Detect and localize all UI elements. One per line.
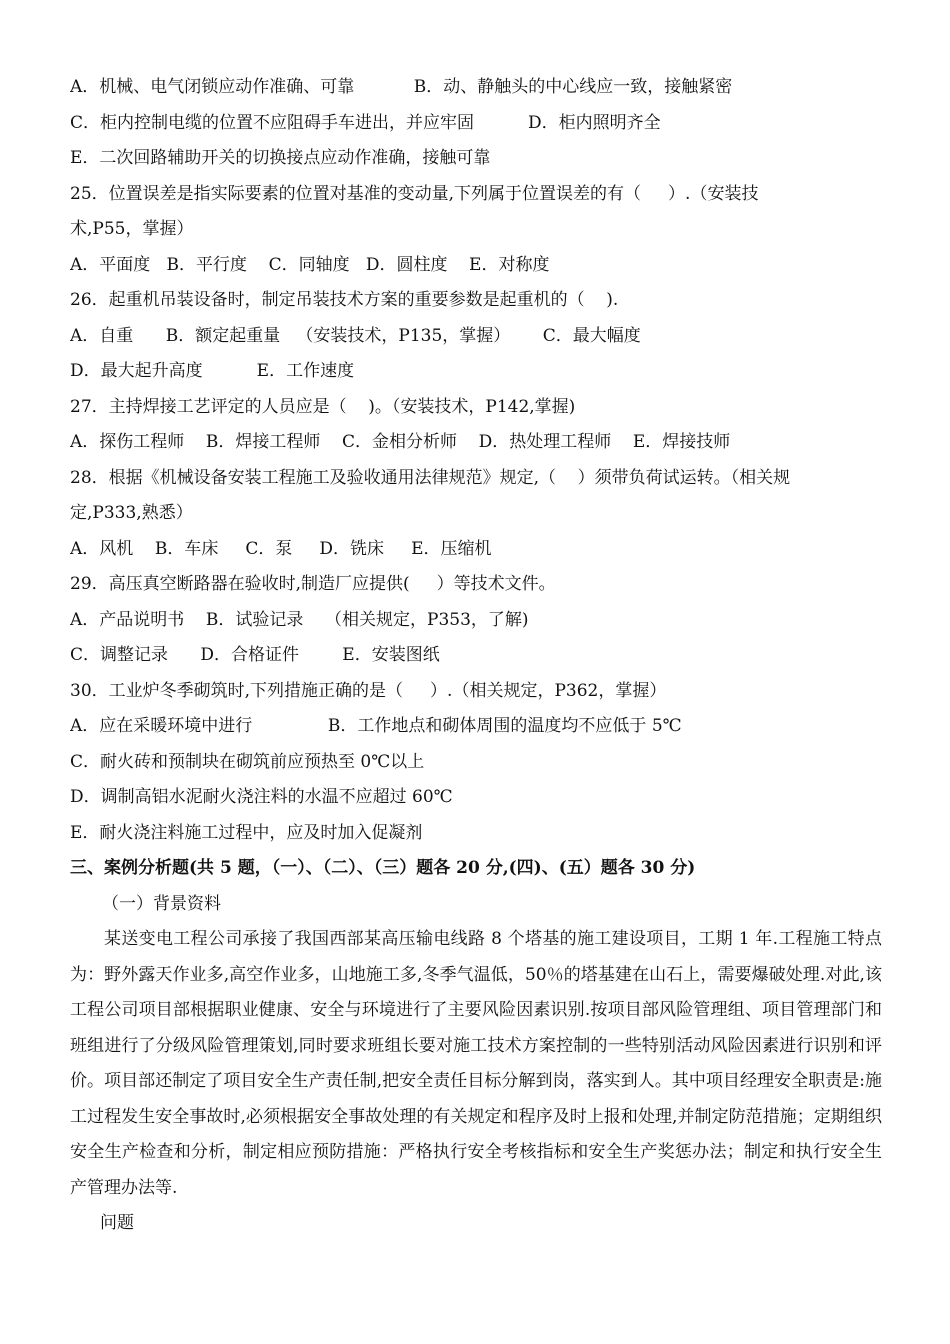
option-line-24-e: E．二次回路辅助开关的切换接点应动作准确，接触可靠 <box>70 148 491 168</box>
question-29-stem: 29．高压真空断路器在验收时,制造厂应提供( ）等技术文件。 <box>70 574 556 594</box>
question-29-options-ab: A．产品说明书 B．试验记录 （相关规定，P353，了解) <box>70 609 529 630</box>
question-label: 问题 <box>100 1213 134 1233</box>
question-28-stem-cont: 定,P333,熟悉） <box>70 503 193 523</box>
question-30-option-e: E．耐火浇注料施工过程中，应及时加入促凝剂 <box>70 822 423 843</box>
question-26-options-abc: A．自重 B．额定起重量 （安装技术，P135，掌握） C．最大幅度 <box>70 325 641 346</box>
document-page <box>70 70 882 1242</box>
question-25-stem: 25．位置误差是指实际要素的位置对基准的变动量,下列属于位置误差的有（ ）.（安装技 <box>70 183 759 204</box>
case-background-paragraph: 某送变电工程公司承接了我国西部某高压输电线路 8 个塔基的施工建设项目，工期 1 年.工程施工特点为：野外露天作业多,高空作业多，山地施工多,冬季气温低，50％的塔基建在山石上，需要爆破处理.对此,该工程公司项目部根据职业健康、安全与环境进行了主要风险因素识别.按项目部风险管理组、项目管理部门和班组进行了分级风险管理策划,同时要求班组长要对施工技术方案控制的一些特别活动风险因素进行识别和评价。项目部还制定了项目安全生产责任制,把安全责任目标分解到岗，落实到人。其中项目经理安全职责是:施工过程发生安全事故时,必须根据安全事故处理的有关规定和程序及时上报和处理,并制定防范措施；定期组织安全生产检查和分析，制定相应预防措施：严格执行安全考核指标和安全生产奖惩办法；制定和执行安全生产管理办法等. <box>70 929 882 1198</box>
question-28-stem: 28．根据《机械设备安装工程施工及验收通用法律规范》规定,（ ）须带负荷试运转。（相关规 <box>70 467 791 488</box>
question-25-stem-cont: 术,P55，掌握） <box>70 219 194 239</box>
case-label: （一）背景资料 <box>102 893 221 914</box>
question-30-option-c: C．耐火砖和预制块在砌筑前应预热至 0℃以上 <box>70 751 425 772</box>
question-25-options: A．平面度 B．平行度 C．同轴度 D．圆柱度 E．对称度 <box>70 254 550 275</box>
question-30-stem: 30．工业炉冬季砌筑时,下列措施正确的是（ ）.（相关规定，P362，掌握） <box>70 680 667 701</box>
section-heading: 三、案例分析题(共 5 题，（一）、（二）、（三）题各 20 分,(四)、(五）题各 30 分) <box>70 858 696 878</box>
question-27-options: A．探伤工程师 B．焊接工程师 C．金相分析师 D．热处理工程师 E．焊接技师 <box>70 432 731 452</box>
option-line-24-cd: C．柜内控制电缆的位置不应阻碍手车进出，并应牢固 D．柜内照明齐全 <box>70 112 661 133</box>
question-29-options-cde: C．调整记录 D．合格证件 E．安装图纸 <box>70 645 440 665</box>
question-26-options-de: D．最大起升高度 E．工作速度 <box>70 361 355 381</box>
question-30-options-ab: A．应在采暖环境中进行 B．工作地点和砌体周围的温度均不应低于 5℃ <box>70 716 682 736</box>
question-27-stem: 27．主持焊接工艺评定的人员应是（ )。（安装技术，P142,掌握) <box>70 396 576 417</box>
question-30-option-d: D．调制高铝水泥耐火浇注料的水温不应超过 60℃ <box>70 787 453 807</box>
question-26-stem: 26．起重机吊装设备时，制定吊装技术方案的重要参数是起重机的（ ). <box>70 290 619 310</box>
question-28-options: A．风机 B．车床 C．泵 D．铣床 E．压缩机 <box>70 538 492 559</box>
option-line-24-ab: A．机械、电气闭锁应动作准确、可靠 B．动、静触头的中心线应一致，接触紧密 <box>70 77 733 97</box>
